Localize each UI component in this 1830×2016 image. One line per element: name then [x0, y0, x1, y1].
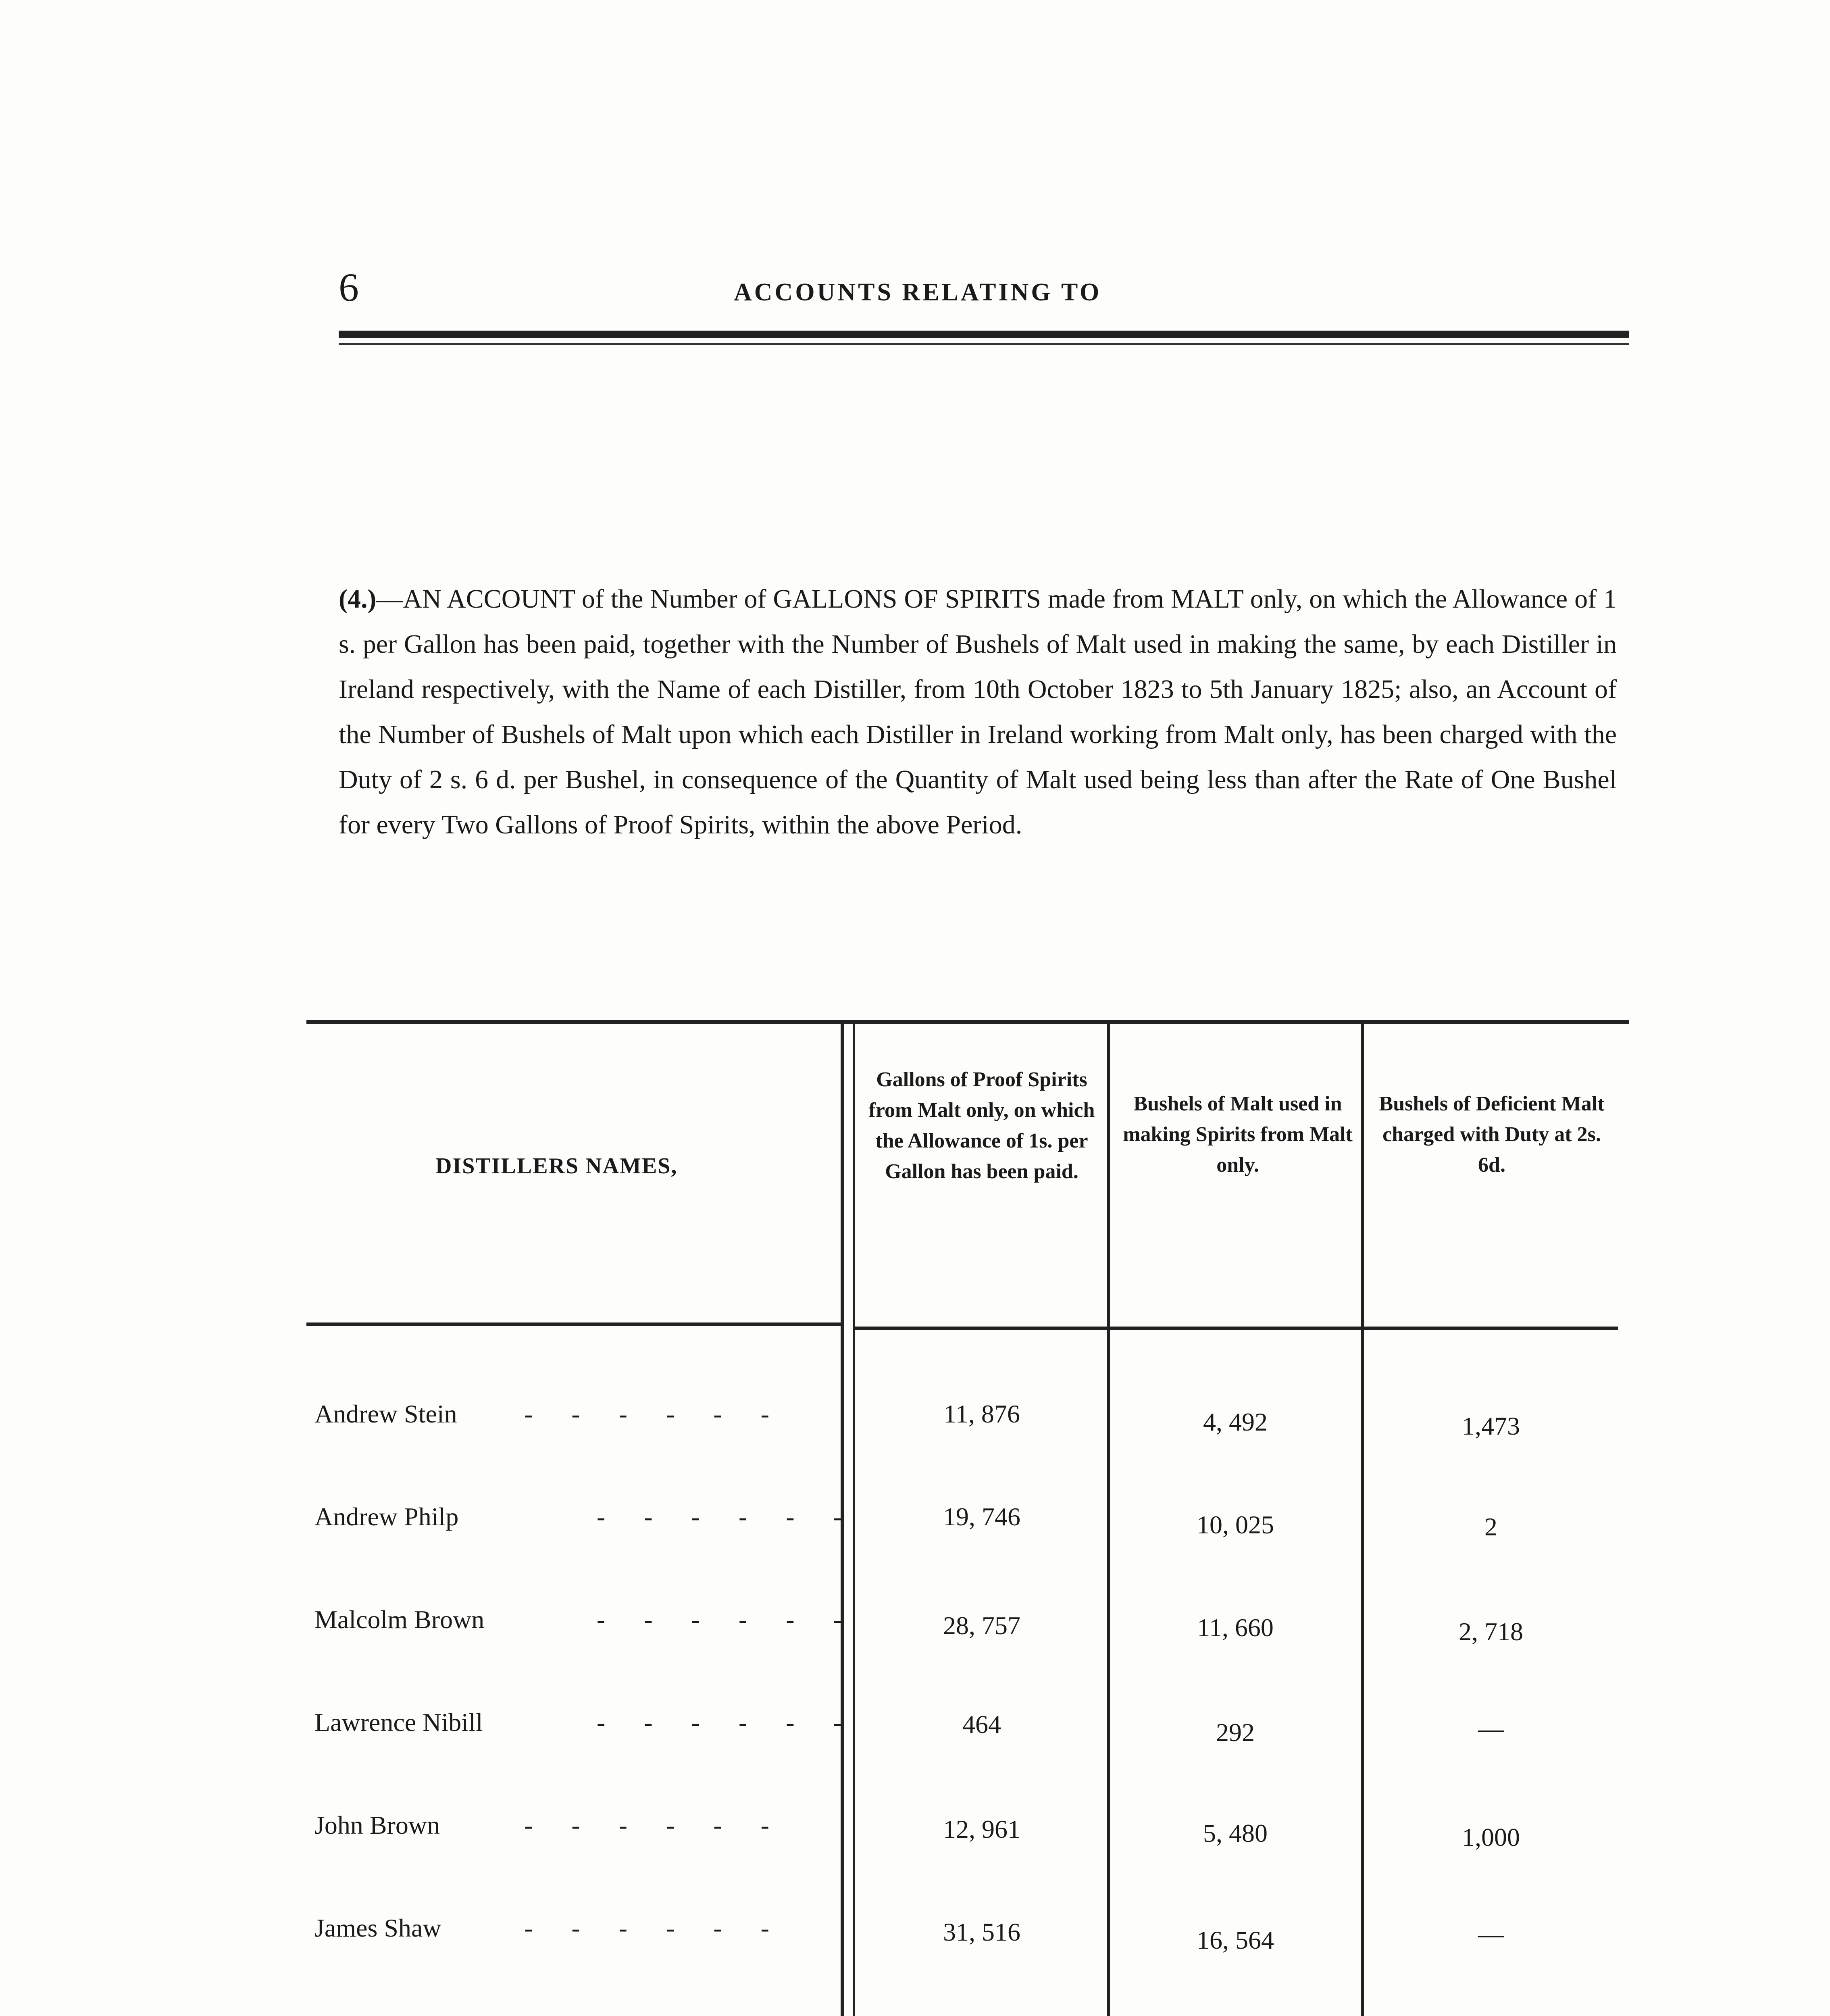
account-paragraph [339, 577, 1617, 848]
cell-deficient: — [1478, 1714, 1504, 1743]
header-bottom-rule-deficient [1364, 1327, 1618, 1330]
row-name: John Brown [314, 1811, 440, 1839]
row-leader: - - - - - - [524, 1914, 785, 1942]
cell-gallons: 28, 757 [943, 1611, 1020, 1640]
page-number: 6 [339, 265, 359, 310]
column-header-gallons: Gallons of Proof Spirits from Malt only, on which the Allowance of 1s. per Gallon has been paid. [868, 1068, 1095, 1183]
row-name: James Shaw [314, 1914, 441, 1942]
cell-gallons: 11, 876 [943, 1400, 1020, 1428]
cell-deficient: — [1478, 1920, 1504, 1948]
cell-bushels: 10, 025 [1197, 1510, 1274, 1539]
cell-bushels: 16, 564 [1197, 1926, 1274, 1954]
cell-bushels: 4, 492 [1203, 1408, 1268, 1436]
cell-deficient: 1,473 [1462, 1412, 1520, 1440]
account-text: —AN ACCOUNT of the Number of GALLONS OF SPIRITS made from MALT only, on which the Allowance of 1 s. per Gallon has been paid, together with the Number of Bushels of Malt used in making the same, by each Distiller in Ireland respectively, with the Name of each Distiller, from 10th October 1823 to 5th January 1825; also, an Account of the Number of Bushels of Malt upon which each Distiller in Ireland working from Malt only, has been charged with the Duty of 2 s. 6 d. per Bushel, in consequence of the Quantity of Malt used being less than after the Rate of One Bushel for every Two Gallons of Proof Spirits, within the above Period. [339, 584, 1617, 839]
cell-deficient: 2 [1484, 1512, 1497, 1541]
cell-gallons: 19, 746 [943, 1502, 1020, 1531]
account-number: (4.) [339, 584, 377, 614]
column-header-names: DISTILLERS NAMES, [435, 1154, 678, 1179]
header-rule-thin [339, 343, 1629, 345]
cell-gallons: 464 [962, 1710, 1001, 1739]
row-name: Malcolm Brown [314, 1605, 485, 1634]
header-bottom-rule-names [306, 1322, 841, 1326]
row-name: Andrew Stein [314, 1400, 457, 1428]
row-leader: - - - - - - [597, 1502, 858, 1531]
cell-gallons: 12, 961 [943, 1815, 1020, 1843]
cell-bushels: 5, 480 [1203, 1819, 1268, 1847]
column-rule-3 [1361, 1024, 1364, 2016]
cell-bushels: 292 [1216, 1718, 1255, 1747]
header-bottom-rule-gallons [855, 1327, 1107, 1330]
row-leader: - - - - - - [597, 1605, 858, 1634]
column-header-bushels-deficient: Bushels of Deficient Malt charged with Duty at 2s. 6d. [1379, 1092, 1605, 1177]
table-top-rule [306, 1020, 1629, 1024]
header-bottom-rule-bushels [1110, 1327, 1361, 1330]
row-name: Lawrence Nibill [314, 1708, 483, 1737]
column-rule-2 [1107, 1024, 1110, 2016]
row-leader: - - - - - - [597, 1708, 858, 1737]
row-leader: - - - - - - [524, 1811, 785, 1839]
running-title: ACCOUNTS RELATING TO [734, 279, 1102, 306]
row-name: Andrew Philp [314, 1502, 459, 1531]
column-header-bushels-used: Bushels of Malt used in making Spirits from Malt only. [1123, 1092, 1353, 1177]
cell-gallons: 31, 516 [943, 1918, 1020, 1946]
header-rule-thick [339, 331, 1629, 338]
cell-bushels: 11, 660 [1197, 1613, 1274, 1642]
cell-deficient: 2, 718 [1459, 1617, 1523, 1646]
cell-deficient: 1,000 [1462, 1823, 1520, 1851]
row-leader: - - - - - - [524, 1400, 785, 1428]
